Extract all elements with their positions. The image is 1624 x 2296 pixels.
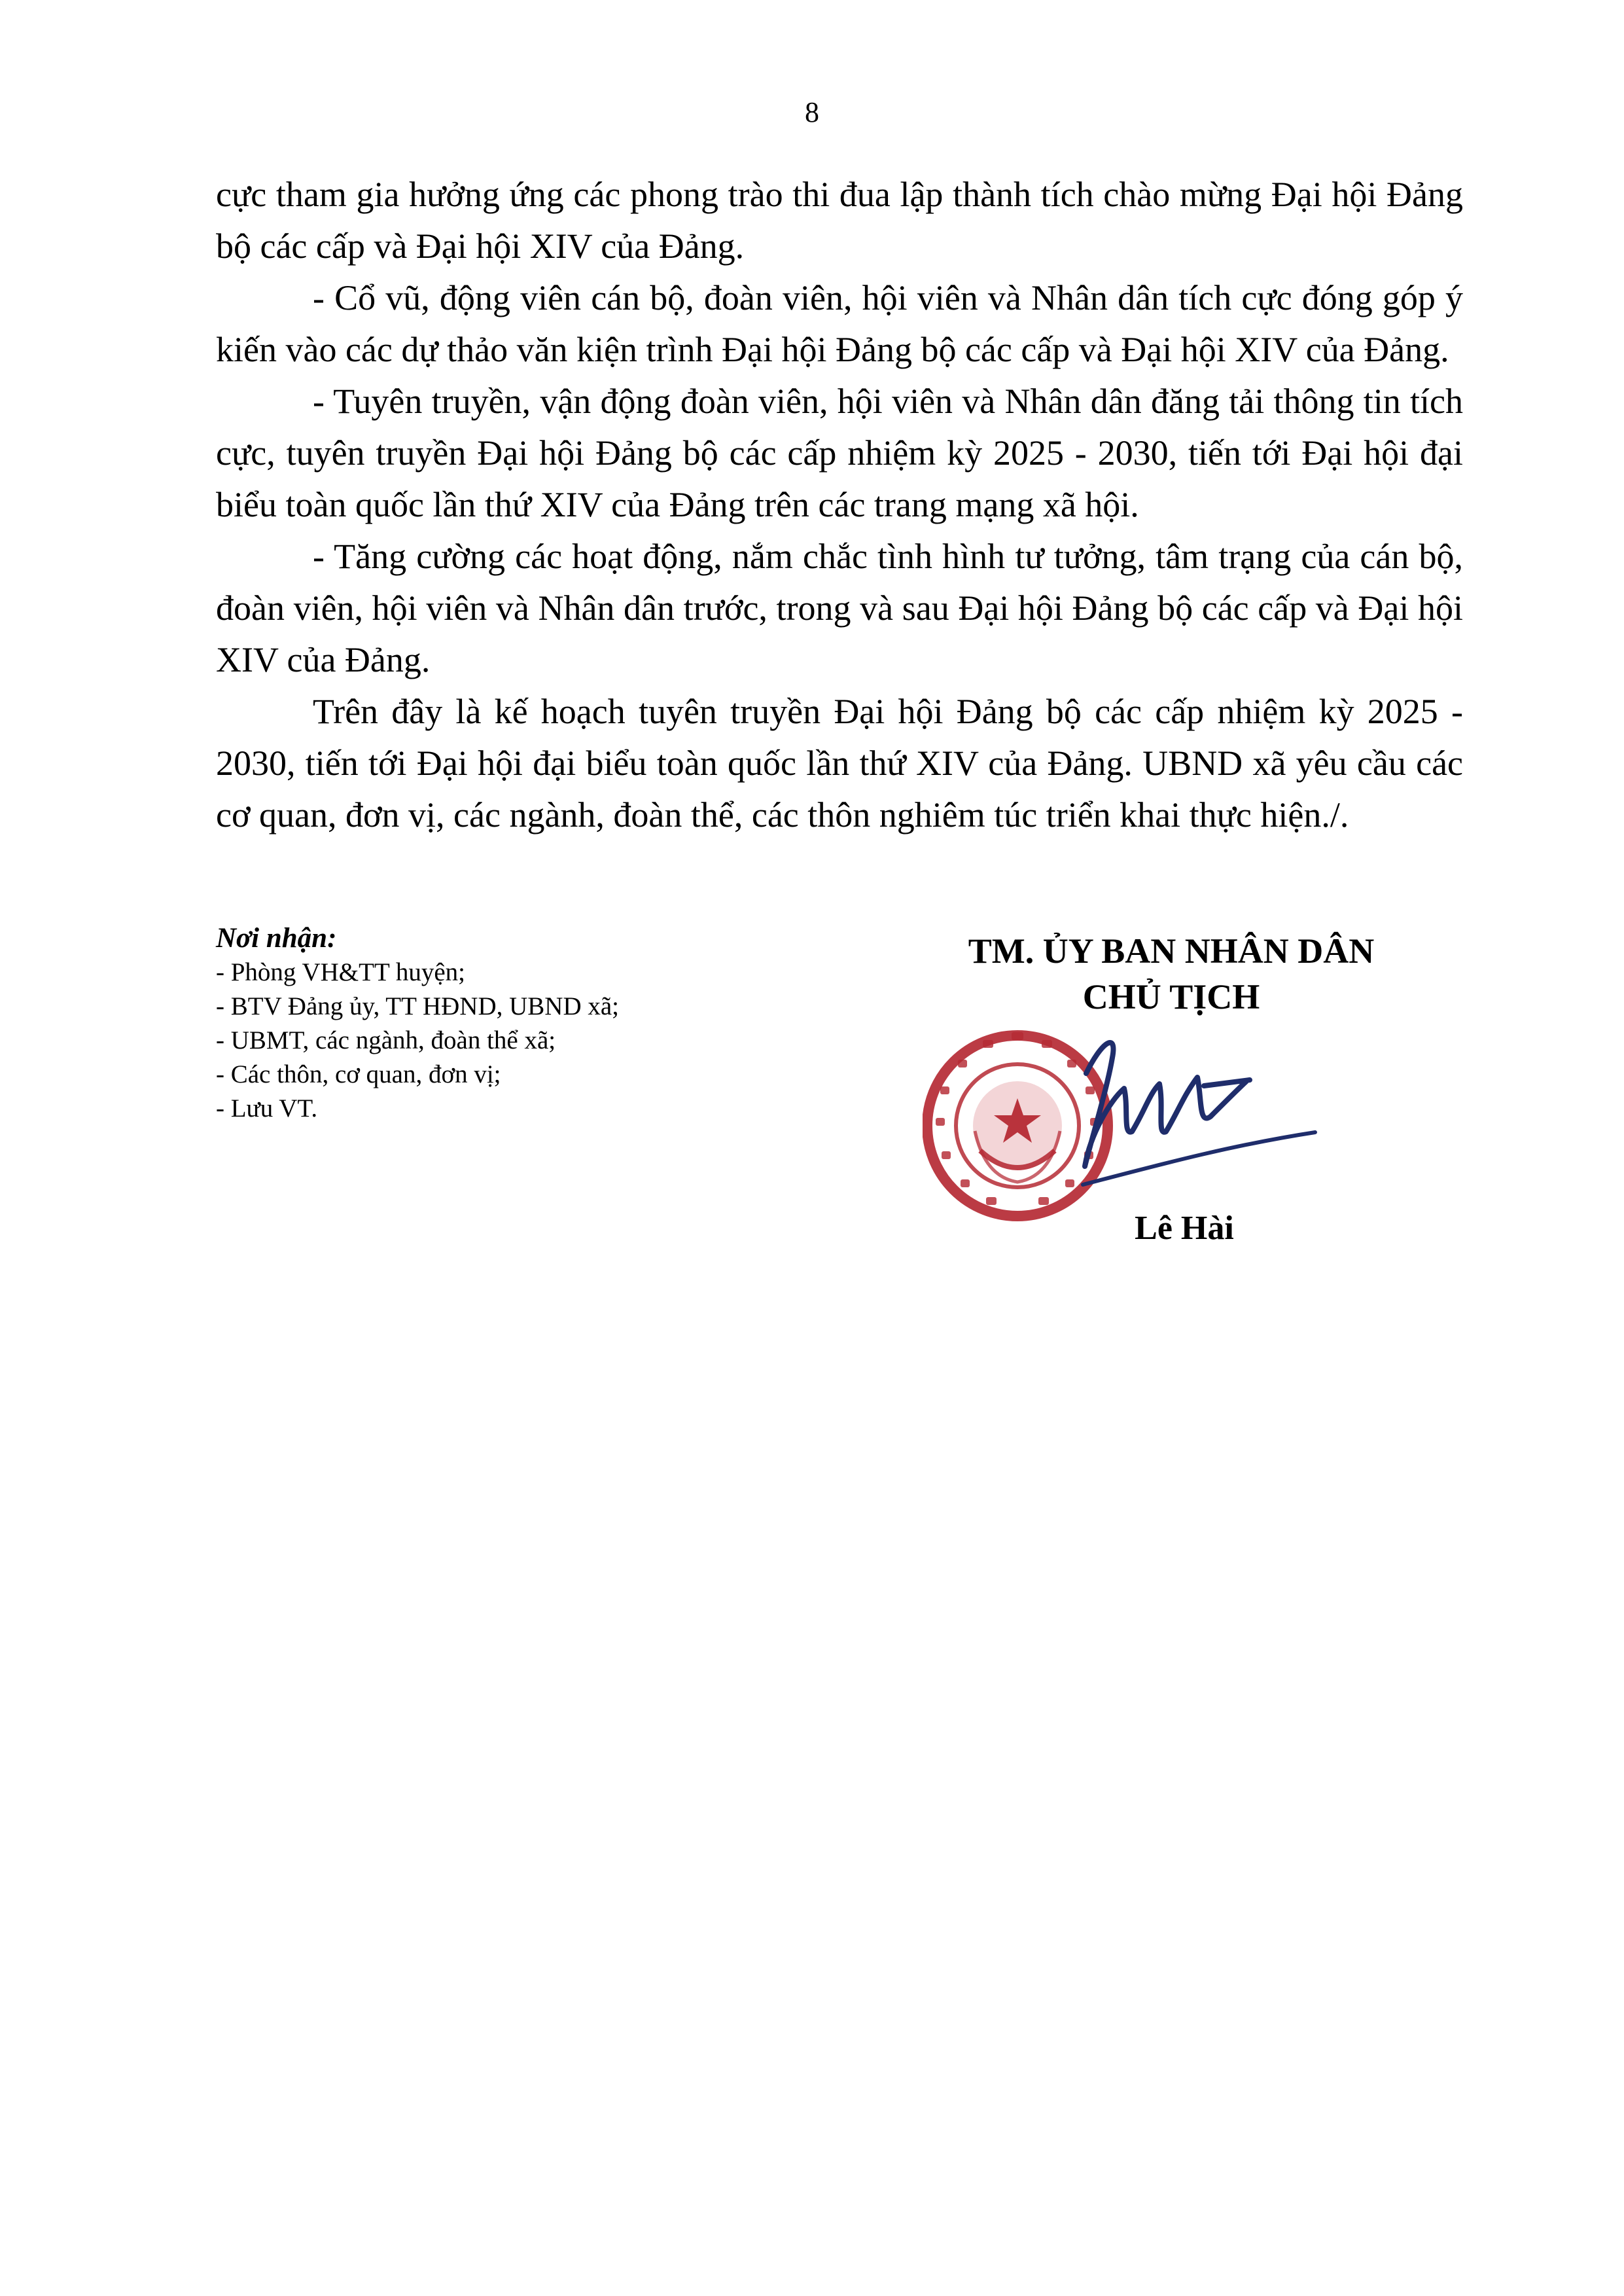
official-seal (927, 1032, 1108, 1216)
document-body (216, 169, 1463, 841)
signer-name: Lê Hài (1135, 1210, 1234, 1247)
paragraph: cực tham gia hưởng ứng các phong trào thi đua lập thành tích chào mừng Đại hội Đảng bộ các cấp và Đại hội XIV của Đảng. (216, 175, 1463, 266)
handwritten-signature (1083, 1043, 1315, 1185)
signature-title-line1: TM. ỦY BAN NHÂN DÂN (968, 931, 1375, 971)
recipient-item: - BTV Đảng ủy, TT HĐND, UBND xã; (216, 992, 620, 1020)
recipients-section (216, 922, 805, 1126)
paragraph: - Cổ vũ, động viên cán bộ, đoàn viên, hội viên và Nhân dân tích cực đóng góp ý kiến vào các dự thảo văn kiện trình Đại hội Đảng bộ các cấp và Đại hội XIV của Đảng. (216, 278, 1463, 369)
paragraph: - Tăng cường các hoạt động, nắm chắc tình hình tư tưởng, tâm trạng của cán bộ, đoàn viên, hội viên và Nhân dân trước, trong và sau Đại hội Đảng bộ các cấp và Đại hội XIV của Đảng. (216, 537, 1463, 679)
paragraph: Trên đây là kế hoạch tuyên truyền Đại hội Đảng bộ các cấp nhiệm kỳ 2025 - 2030, tiến tới Đại hội đại biểu toàn quốc lần thứ XIV của Đảng. UBND xã yêu cầu các cơ quan, đơn vị, các ngành, đoàn thể, các thôn nghiêm túc triển khai thực hiện./. (216, 692, 1463, 834)
recipient-item: - Lưu VT. (216, 1094, 318, 1122)
recipient-item: - UBMT, các ngành, đoàn thể xã; (216, 1026, 556, 1054)
recipient-item: - Phòng VH&TT huyện; (216, 958, 465, 986)
page-number: 8 (805, 96, 819, 128)
paragraph: - Tuyên truyền, vận động đoàn viên, hội viên và Nhân dân đăng tải thông tin tích cực, tuyên truyền Đại hội Đảng bộ các cấp nhiệm kỳ 2025 - 2030, tiến tới Đại hội đại biểu toàn quốc lần thứ XIV của Đảng trên các trang mạng xã hội. (216, 382, 1463, 524)
official-seal-and-signature (923, 1021, 1348, 1230)
recipients-heading: Nơi nhận: (216, 923, 337, 954)
signature-title-line2: CHỦ TỊCH (1082, 977, 1260, 1016)
recipients-list (216, 956, 805, 1126)
recipient-item: - Các thôn, cơ quan, đơn vị; (216, 1060, 501, 1088)
signature-block (877, 928, 1466, 1020)
